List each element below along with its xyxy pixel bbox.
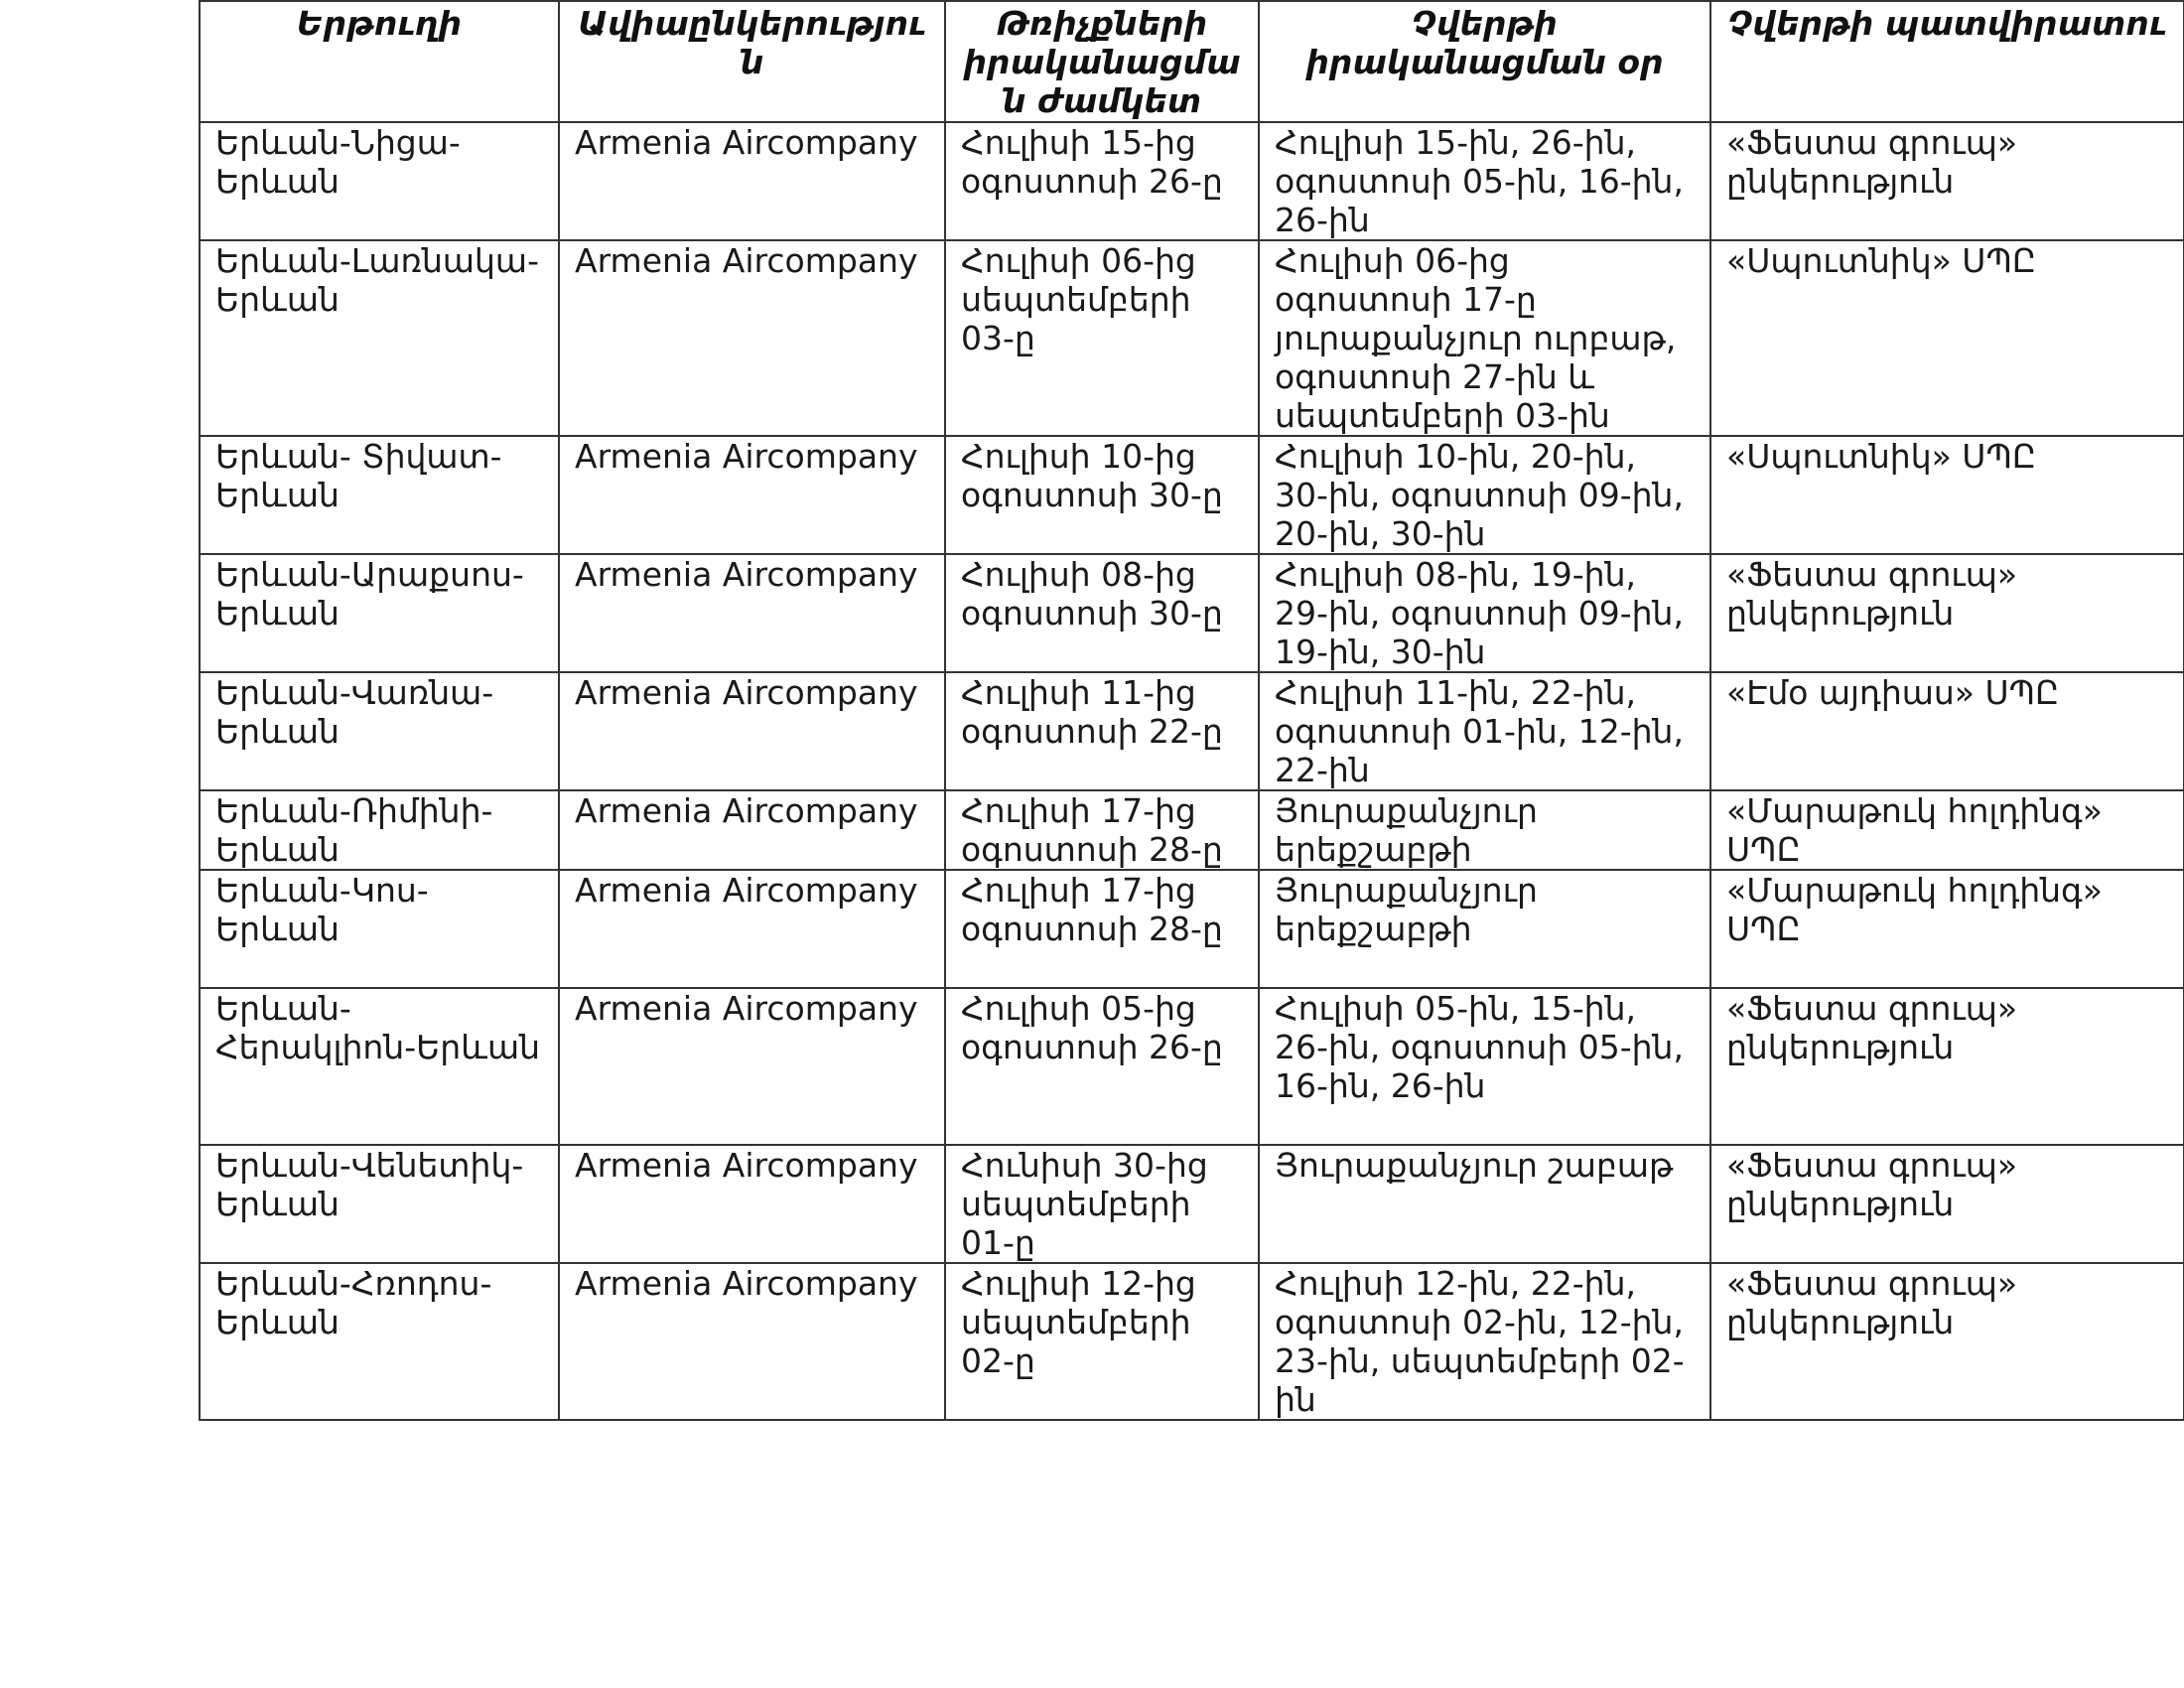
cell-airline: Armenia Aircompany xyxy=(559,870,945,988)
table-row xyxy=(200,870,2184,988)
cell-route: Երևան-Լառնակա-Երևան xyxy=(200,240,559,436)
header-route: Երթուղի xyxy=(200,1,559,122)
table-row xyxy=(200,1145,2184,1263)
cell-route: Երևան-Ռիմինի-Երևան xyxy=(200,790,559,870)
cell-period: Հուլիսի 17-ից օգոստոսի 28-ը xyxy=(945,870,1259,988)
table-row xyxy=(200,1263,2184,1420)
cell-period: Հուլիսի 05-ից օգոստոսի 26-ը xyxy=(945,988,1259,1145)
cell-period: Հուլիսի 11-ից օգոստոսի 22-ը xyxy=(945,672,1259,790)
table-row xyxy=(200,988,2184,1145)
header-customer: Չվերթի պատվիրատու xyxy=(1710,1,2184,122)
cell-days: Հուլիսի 08-ին, 19-ին, 29-ին, օգոստոսի 09-ին, 19-ին, 30-ին xyxy=(1259,554,1710,672)
cell-period: Հուլիսի 06-ից սեպտեմբերի 03-ը xyxy=(945,240,1259,436)
cell-route: Երևան-Կոս-Երևան xyxy=(200,870,559,988)
cell-period: Հուլիսի 12-ից սեպտեմբերի 02-ը xyxy=(945,1263,1259,1420)
cell-airline: Armenia Aircompany xyxy=(559,1263,945,1420)
table-row xyxy=(200,672,2184,790)
cell-route: Երևան-Հռոդոս-Երևան xyxy=(200,1263,559,1420)
cell-customer: «Ֆեստա գրուպ» ընկերություն xyxy=(1710,554,2184,672)
flights-table xyxy=(199,0,2184,1421)
table-row xyxy=(200,122,2184,240)
cell-customer: «Ֆեստա գրուպ» ընկերություն xyxy=(1710,988,2184,1145)
cell-airline: Armenia Aircompany xyxy=(559,436,945,554)
table-header xyxy=(200,1,2184,122)
cell-airline: Armenia Aircompany xyxy=(559,672,945,790)
header-airline: Ավիաընկերություն xyxy=(559,1,945,122)
table-row xyxy=(200,436,2184,554)
cell-airline: Armenia Aircompany xyxy=(559,790,945,870)
cell-airline: Armenia Aircompany xyxy=(559,122,945,240)
header-row xyxy=(200,1,2184,122)
cell-customer: «Էմօ այդիաս» ՍՊԸ xyxy=(1710,672,2184,790)
cell-days: Հուլիսի 15-ին, 26-ին, օգոստոսի 05-ին, 16-ին, 26-ին xyxy=(1259,122,1710,240)
cell-route: Երևան-Արաքսոս-Երևան xyxy=(200,554,559,672)
cell-customer: «Ֆեստա գրուպ» ընկերություն xyxy=(1710,1263,2184,1420)
cell-days: Յուրաքանչյուր երեքշաբթի xyxy=(1259,790,1710,870)
cell-airline: Armenia Aircompany xyxy=(559,988,945,1145)
cell-days: Հուլիսի 05-ին, 15-ին, 26-ին, օգոստոսի 05-ին, 16-ին, 26-ին xyxy=(1259,988,1710,1145)
cell-airline: Armenia Aircompany xyxy=(559,554,945,672)
cell-days: Հուլիսի 11-ին, 22-ին, օգոստոսի 01-ին, 12-ին, 22-ին xyxy=(1259,672,1710,790)
table-row xyxy=(200,554,2184,672)
cell-airline: Armenia Aircompany xyxy=(559,1145,945,1263)
cell-route: Երևան-Վենետիկ-Երևան xyxy=(200,1145,559,1263)
cell-route: Երևան-Հերակլիոն-Երևան xyxy=(200,988,559,1145)
cell-route: Երևան-Նիցա-Երևան xyxy=(200,122,559,240)
cell-customer: «Ֆեստա գրուպ» ընկերություն xyxy=(1710,1145,2184,1263)
cell-customer: «Սպուտնիկ» ՍՊԸ xyxy=(1710,240,2184,436)
cell-period: Հուլիսի 10-ից օգոստոսի 30-ը xyxy=(945,436,1259,554)
table-row xyxy=(200,790,2184,870)
cell-days: Յուրաքանչյուր երեքշաբթի xyxy=(1259,870,1710,988)
cell-period: Հուլիսի 15-ից օգոստոսի 26-ը xyxy=(945,122,1259,240)
cell-customer: «Ֆեստա գրուպ» ընկերություն xyxy=(1710,122,2184,240)
cell-period: Հուլիսի 17-ից օգոստոսի 28-ը xyxy=(945,790,1259,870)
cell-customer: «Մարաթուկ հոլդինգ» ՍՊԸ xyxy=(1710,870,2184,988)
cell-days: Հուլիսի 10-ին, 20-ին, 30-ին, օգոստոսի 09-ին, 20-ին, 30-ին xyxy=(1259,436,1710,554)
cell-customer: «Սպուտնիկ» ՍՊԸ xyxy=(1710,436,2184,554)
cell-airline: Armenia Aircompany xyxy=(559,240,945,436)
cell-route: Երևան- Տիվատ-Երևան xyxy=(200,436,559,554)
header-period: Թռիչքների իրականացման ժամկետ xyxy=(945,1,1259,122)
header-days: Չվերթի իրականացման օր xyxy=(1259,1,1710,122)
cell-days: Հուլիսի 12-ին, 22-ին, օգոստոսի 02-ին, 12-ին, 23-ին, սեպտեմբերի 02-ին xyxy=(1259,1263,1710,1420)
table-body xyxy=(200,122,2184,1420)
cell-days: Հուլիսի 06-ից օգոստոսի 17-ը յուրաքանչյուր ուրբաթ, օգոստոսի 27-ին և սեպտեմբերի 03-ին xyxy=(1259,240,1710,436)
cell-customer: «Մարաթուկ հոլդինգ» ՍՊԸ xyxy=(1710,790,2184,870)
cell-period: Հունիսի 30-ից սեպտեմբերի 01-ը xyxy=(945,1145,1259,1263)
table-row xyxy=(200,240,2184,436)
cell-period: Հուլիսի 08-ից օգոստոսի 30-ը xyxy=(945,554,1259,672)
cell-route: Երևան-Վառնա-Երևան xyxy=(200,672,559,790)
cell-days: Յուրաքանչյուր շաբաթ xyxy=(1259,1145,1710,1263)
